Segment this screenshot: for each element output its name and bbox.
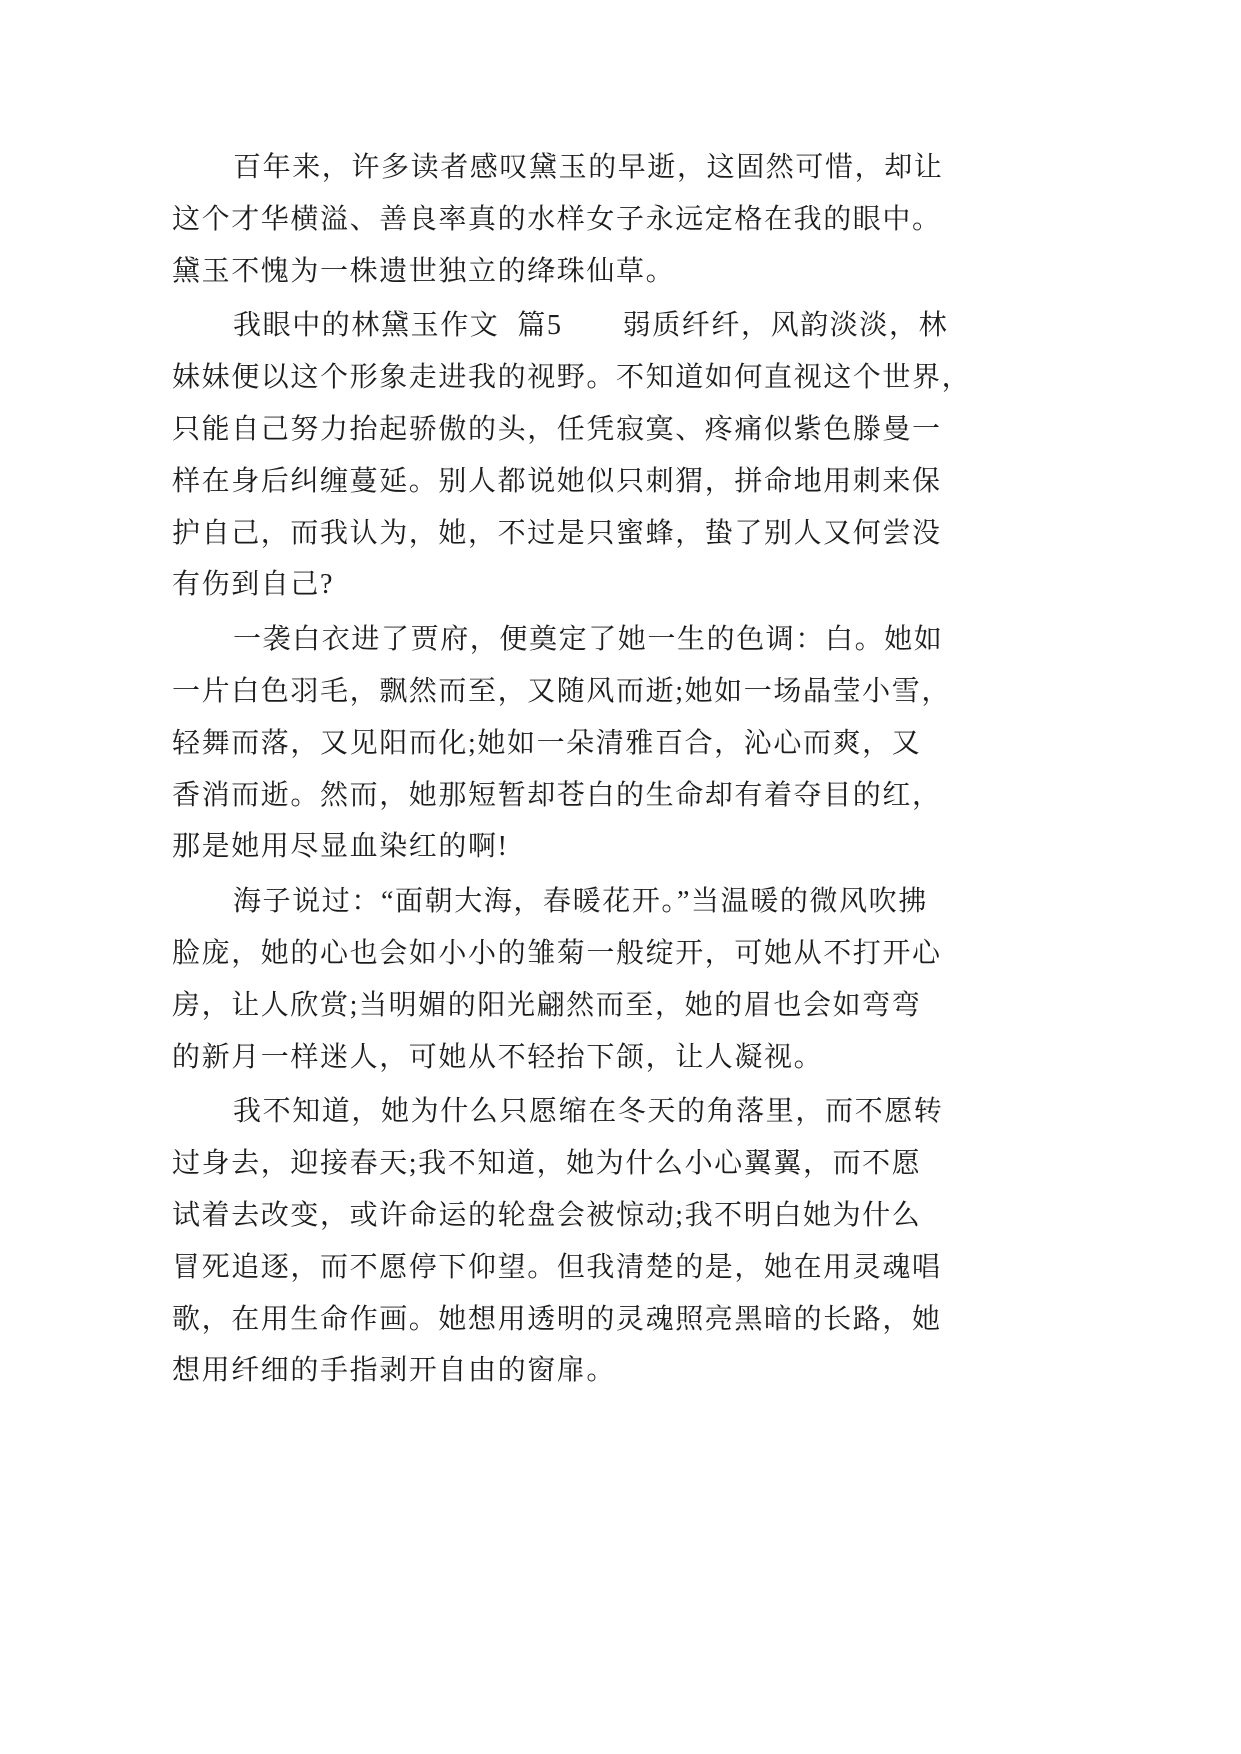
paragraph: [172, 614, 992, 873]
text-line: 样在身后纠缠蔓延。别人都说她似只刺猬，拼命地用刺来保: [172, 465, 942, 497]
text-line: 黛玉不愧为一株遗世独立的绛珠仙草。: [172, 255, 676, 287]
text-line: 护自己，而我认为，她，不过是只蜜蜂，蛰了别人又何尝没: [172, 517, 942, 549]
text-line: 香消而逝。然而，她那短暂却苍白的生命却有着夺目的红，: [172, 779, 942, 811]
text-line: 脸庞，她的心也会如小小的雏菊一般绽开，可她从不打开心: [172, 937, 942, 969]
text-line: 试着去改变，或许命运的轮盘会被惊动;我不明白她为什么: [172, 1199, 922, 1231]
heading-line: [172, 300, 992, 352]
text-line: 想用纤细的手指剥开自由的窗扉。: [172, 1355, 617, 1387]
text-line: 那是她用尽显血染红的啊!: [172, 831, 509, 863]
paragraph: [172, 300, 992, 611]
text-line: 只能自己努力抬起骄傲的头，任凭寂寞、疼痛似紫色滕曼一: [172, 413, 942, 445]
text-line: 这个才华横溢、善良率真的水样女子永远定格在我的眼中。: [172, 203, 942, 235]
paragraph: [172, 1086, 992, 1397]
paragraph: [172, 876, 992, 1083]
text-line: 过身去，迎接春天;我不知道，她为什么小心翼翼，而不愿: [172, 1148, 922, 1180]
text-line: 妹妹便以这个形象走进我的视野。不知道如何直视这个世界，: [172, 362, 972, 394]
text-line: 的新月一样迷人，可她从不轻抬下颌，让人凝视。: [172, 1041, 824, 1073]
section-label: 篇5: [517, 310, 563, 342]
article-heading: 我眼中的林黛玉作文: [233, 310, 500, 342]
text-line: 弱质纤纤，风韵淡淡，林: [622, 310, 949, 342]
text-line: 冒死追逐，而不愿停下仰望。但我清楚的是，她在用灵魂唱: [172, 1251, 942, 1283]
text-line: 轻舞而落，又见阳而化;她如一朵清雅百合，沁心而爽，又: [172, 727, 922, 759]
text-line: 一片白色羽毛，飘然而至，又随风而逝;她如一场晶莹小雪，: [172, 675, 951, 707]
paragraph: [172, 142, 992, 297]
text-line: 海子说过：“面朝大海，春暖花开。”当温暖的微风吹拂: [233, 886, 928, 918]
text-line: 歌，在用生命作画。她想用透明的灵魂照亮黑暗的长路，她: [172, 1303, 942, 1335]
text-line: 房，让人欣赏;当明媚的阳光翩然而至，她的眉也会如弯弯: [172, 989, 922, 1021]
text-line: 一袭白衣进了贾府，便奠定了她一生的色调：白。她如: [233, 624, 944, 656]
document-body: [172, 142, 992, 1400]
text-line: 百年来，许多读者感叹黛玉的早逝，这固然可惜，却让: [233, 152, 944, 183]
text-line: 我不知道，她为什么只愿缩在冬天的角落里，而不愿转: [233, 1096, 944, 1128]
text-line: 有伤到自己?: [172, 569, 335, 601]
